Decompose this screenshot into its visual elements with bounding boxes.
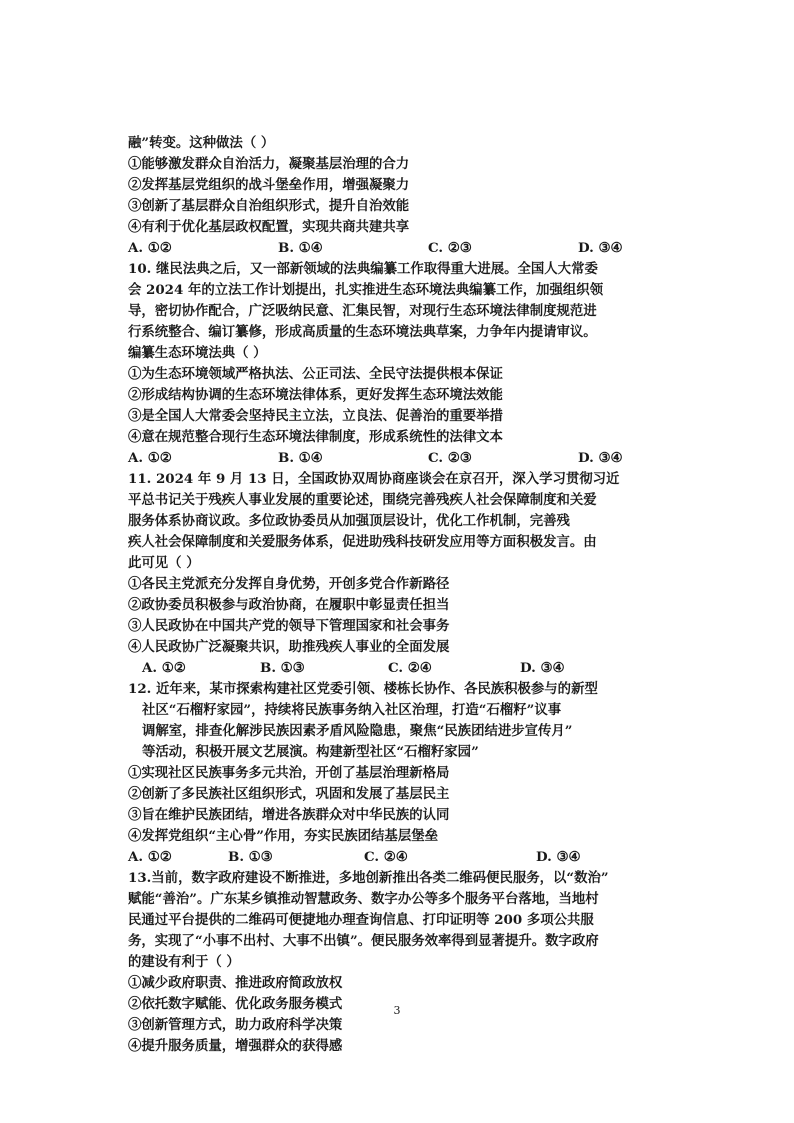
q11-option-b: B. ①③	[260, 660, 305, 676]
q13-item-1: ①减少政府职责、推进政府简政放权	[128, 975, 343, 991]
q13-stem-3: 民通过平台提供的二维码可便捷地办理查询信息、打印证明等 200 多项公共服	[128, 912, 594, 928]
q9-item-3: ③创新了基层群众自治组织形式，提升自治效能	[128, 198, 410, 214]
q11-stem-5: 此可见（ ）	[128, 555, 200, 571]
q10-item-4: ④意在规范整合现行生态环境法律制度，形成系统性的法律文本	[128, 429, 503, 445]
question-content	[128, 133, 668, 1057]
q11-item-4: ④人民政协广泛凝聚共识，助推残疾人事业的全面发展	[128, 639, 450, 655]
q10-item-1: ①为生态环境领域严格执法、公正司法、全民守法提供根本保证	[128, 366, 503, 382]
q13-stem-4: 务，实现了“小事不出村、大事不出镇”。便民服务效率得到显著提升。数字政府	[128, 933, 599, 949]
q12-item-2: ②创新了多民族社区组织形式，巩固和发展了基层民主	[128, 786, 450, 802]
q12-stem-4: 等活动，积极开展文艺展演。构建新型社区“石榴籽家园”	[142, 744, 479, 760]
q10-options	[128, 448, 668, 469]
q9-option-b: B. ①④	[278, 240, 323, 256]
q10-stem-3: 导，密切协作配合，广泛吸纳民意、汇集民智，对现行生态环境法律制度规范进	[128, 303, 597, 319]
q10-stem-4: 行系统整合、编订纂修，形成高质量的生态环境法典草案，力争年内提请审议。	[128, 324, 597, 340]
q10-stem-2: 会 2024 年的立法工作计划提出，扎实推进生态环境法典编纂工作，加强组织领	[128, 282, 604, 298]
q11-stem-2: 平总书记关于残疾人事业发展的重要论述，围绕完善残疾人社会保障制度和关爱	[128, 492, 597, 508]
q12-stem-2: 社区“石榴籽家园”，持续将民族事务纳入社区治理，打造“石榴籽”议事	[142, 702, 562, 718]
q11-option-a: A. ①②	[142, 660, 186, 676]
q10-option-c: C. ②③	[428, 450, 472, 466]
q13-item-2: ②依托数字赋能、优化政务服务模式	[128, 996, 343, 1012]
q12-item-1: ①实现社区民族事务多元共治，开创了基层治理新格局	[128, 765, 450, 781]
q10-stem-1: 10. 继民法典之后，又一部新领域的法典编纂工作取得重大进展。全国人大常委	[128, 261, 598, 277]
q11-option-c: C. ②④	[388, 660, 432, 676]
q11-item-1: ①各民主党派充分发挥自身优势，开创多党合作新路径	[128, 576, 450, 592]
q11-item-3: ③人民政协在中国共产党的领导下管理国家和社会事务	[128, 618, 450, 634]
q9-stem-tail: 融”转变。这种做法（ ）	[128, 135, 275, 151]
q11-option-d: D. ③④	[520, 660, 565, 676]
q9-item-1: ①能够激发群众自治活力，凝聚基层治理的合力	[128, 156, 410, 172]
q12-stem-1: 12. 近年来，某市探索构建社区党委引领、楼栋长协作、各民族积极参与的新型	[128, 681, 598, 697]
q12-option-d: D. ③④	[536, 849, 581, 865]
q11-stem-1: 11. 2024 年 9 月 13 日，全国政协双周协商座谈会在京召开，深入学习贯彻习近	[128, 471, 620, 487]
page-number: 3	[393, 1004, 401, 1017]
q10-item-3: ③是全国人大常委会坚持民主立法，立良法、促善治的重要举措	[128, 408, 503, 424]
q11-stem-3: 服务体系协商议政。多位政协委员从加强顶层设计，优化工作机制，完善残	[128, 513, 570, 529]
q12-stem-3: 调解室，排查化解涉民族因素矛盾风险隐患，聚焦“民族团结进步宣传月”	[142, 723, 573, 739]
q9-options	[128, 238, 668, 259]
q13-stem-1: 13.当前，数字政府建设不断推进，多地创新推出各类二维码便民服务，以“数治”	[128, 870, 609, 886]
q12-option-c: C. ②④	[364, 849, 408, 865]
q12-options	[128, 847, 668, 868]
q11-item-2: ②政协委员积极参与政治协商，在履职中彰显责任担当	[128, 597, 450, 613]
q10-option-a: A. ①②	[128, 450, 172, 466]
q9-option-d: D. ③④	[578, 240, 623, 256]
q9-item-4: ④有利于优化基层政权配置，实现共商共建共享	[128, 219, 410, 235]
q11-options	[128, 658, 668, 679]
q9-option-a: A. ①②	[128, 240, 172, 256]
q9-item-2: ②发挥基层党组织的战斗堡垒作用，增强凝聚力	[128, 177, 410, 193]
q10-option-d: D. ③④	[578, 450, 623, 466]
q10-option-b: B. ①④	[278, 450, 323, 466]
q13-item-3: ③创新管理方式，助力政府科学决策	[128, 1017, 343, 1033]
q10-stem-5: 编纂生态环境法典（ ）	[128, 345, 267, 361]
q13-stem-2: 赋能“善治”。广东某乡镇推动智慧政务、数字办公等多个服务平台落地，当地村	[128, 891, 599, 907]
q9-option-c: C. ②③	[428, 240, 472, 256]
q13-stem-5: 的建设有利于（ ）	[128, 954, 240, 970]
q13-item-4: ④提升服务质量，增强群众的获得感	[128, 1038, 343, 1054]
q12-item-4: ④发挥党组织“主心骨”作用，夯实民族团结基层堡垒	[128, 828, 438, 844]
q10-item-2: ②形成结构协调的生态环境法律体系，更好发挥生态环境法效能	[128, 387, 503, 403]
q11-stem-4: 疾人社会保障制度和关爱服务体系，促进助残科技研发应用等方面积极发言。由	[128, 534, 597, 550]
q12-option-b: B. ①③	[228, 849, 273, 865]
q12-item-3: ③旨在维护民族团结，增进各族群众对中华民族的认同	[128, 807, 450, 823]
q12-option-a: A. ①②	[128, 849, 172, 865]
